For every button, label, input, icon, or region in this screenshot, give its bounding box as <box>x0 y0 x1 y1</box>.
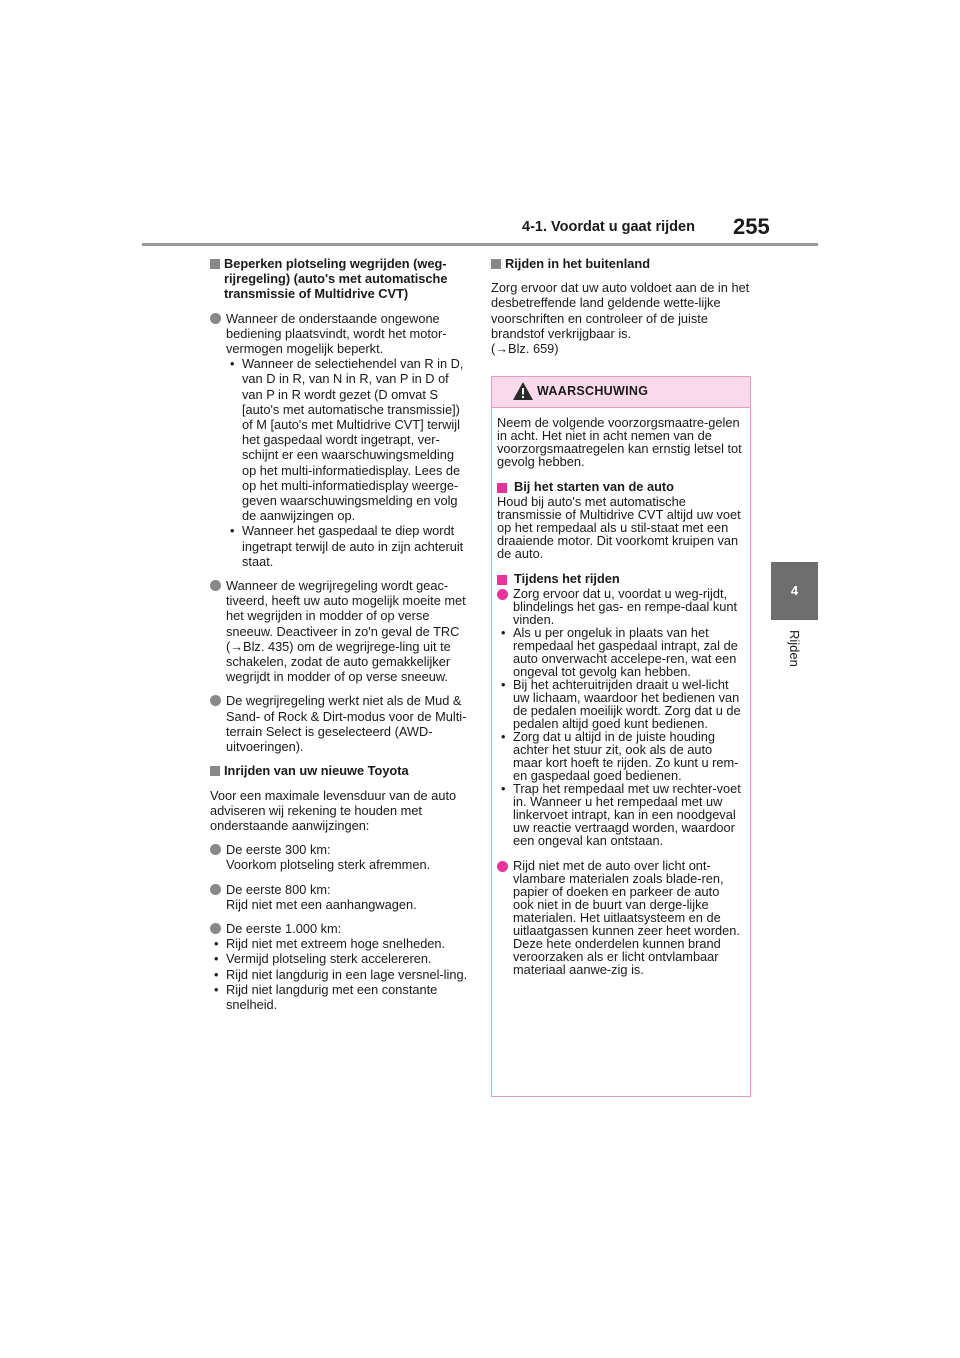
list-item: • Zorg dat u altijd in de juiste houding achter het stuur zit, ook als de auto maar kort hoeft te rijden. Zo kunt u rem- en gaspedaal goed bedienen. <box>501 729 739 783</box>
circle-bullet-icon <box>497 861 508 872</box>
circle-bullet-icon <box>210 844 221 855</box>
warning-body <box>492 408 750 976</box>
warning-box <box>491 376 751 1097</box>
heading-text: Inrijden van uw nieuwe Toyota <box>224 763 409 779</box>
paragraph: Houd bij auto's met automatische transmissie of Multidrive CVT altijd uw voet op het rempedaal als u stil-staat met een draaiende motor. Dit voorkomt kruipen van de auto. <box>497 494 741 561</box>
header-divider <box>142 243 818 246</box>
point-text: Wanneer de wegrijregeling wordt geac-tiveerd, heeft uw auto mogelijk moeite met het wegrijden in modder of op verse sneeuw. Deactiveer in zo'n geval de TRC (→Blz. 435) om de wegrijrege-ling uit te schakelen, zodat de auto gemakkelijker wegrijdt in modder of op verse sneeuw. <box>226 578 466 685</box>
circle-bullet-icon <box>210 695 221 706</box>
circle-bullet-icon <box>210 923 221 934</box>
circle-point: De eerste 1.000 km: • Rijd niet met extreem hoge snelheden. • Vermijd plotseling sterk accelereren. • Rijd niet langdurig in een lage versnel-ling. • Rijd niet langdurig met een constante snelheid. <box>210 921 468 1012</box>
warning-intro: Neem de volgende voorzorgsmaatre-gelen in acht. Het niet in acht nemen van de voorzorgsmaatregelen kan ernstig letsel tot gevolg hebben. <box>497 415 742 469</box>
list-item: • Vermijd plotseling sterk accelereren. <box>214 951 432 967</box>
point-text: Wanneer de onderstaande ongewone bediening plaatsvindt, wordt het motor-vermogen mogelijk beperkt. <box>226 310 447 357</box>
header-section: 4-1. Voordat u gaat rijden <box>522 219 695 235</box>
section-heading <box>210 763 468 778</box>
square-bullet-icon <box>497 575 507 585</box>
list-item: • Wanneer het gaspedaal te diep wordt ingetrapt terwijl de auto in zijn achteruit staat. <box>230 523 464 569</box>
circle-bullet-icon <box>497 589 508 600</box>
circle-bullet-icon <box>210 580 221 591</box>
page-reference: (→Blz. 659) <box>491 341 559 357</box>
left-column <box>210 256 468 1021</box>
warning-title: WAARSCHUWING <box>537 384 649 398</box>
section-heading <box>491 256 753 271</box>
list-item: • Trap het rempedaal met uw rechter-voet in. Wanneer u het rempedaal met uw linkervoet intrapt, kan in een noodgeval uw reactie vertraagd worden, waardoor een ongeval kan ontstaan. <box>501 781 741 848</box>
square-bullet-icon <box>491 259 501 269</box>
point-text: De wegrijregeling werkt niet als de Mud & Sand- of Rock & Dirt-modus voor de Multi-terrain Select is geselecteerd (AWD-uitvoeringen). <box>226 693 467 755</box>
list-item: • Rijd niet langdurig in een lage versnel-ling. <box>214 966 468 982</box>
circle-point <box>210 693 468 754</box>
heading-text: Rijden in het buitenland <box>505 256 651 271</box>
warning-triangle-icon <box>512 381 534 401</box>
list-item: • Rijd niet met extreem hoge snelheden. <box>214 936 446 952</box>
paragraph: Zorg ervoor dat uw auto voldoet aan de in het desbetreffende land geldende wette-lijke voorschriften en controleer of de juiste brandstof verkrijgbaar is. (→Blz. 659) <box>491 280 750 357</box>
square-bullet-icon <box>210 766 220 776</box>
circle-point: Zorg ervoor dat u, voordat u weg-rijdt, blindelings het gas- en rempe-daal kunt vinden. <box>497 587 742 626</box>
warning-heading: Tijdens het rijden <box>497 572 742 585</box>
circle-bullet-icon <box>210 313 221 324</box>
list-item: • Rijd niet langdurig met een constante snelheid. <box>214 981 438 1012</box>
chapter-tab: 4 <box>771 562 818 620</box>
square-bullet-icon <box>210 259 220 269</box>
list-item: • Als u per ongeluk in plaats van het rempedaal het gaspedaal intrapt, zal de auto onverwacht acceleре-ren, wat een ongeval tot gevolg kan hebben. <box>501 625 738 679</box>
circle-point: De eerste 300 km: Voorkom plotseling sterk afremmen. <box>210 842 468 872</box>
square-bullet-icon <box>497 483 507 493</box>
circle-point: De eerste 800 km: Rijd niet met een aanhangwagen. <box>210 882 468 912</box>
warning-heading: Bij het starten van de auto <box>497 480 742 493</box>
page-number: 255 <box>733 214 770 239</box>
list-item: • Wanneer de selectiehendel van R in D, van D in R, van N in R, van P in D of van P in R wordt gezet (D omvat S [auto's met automatische transmissie]) of M [auto's met Multidrive CVT] terwijl het gaspedaal wordt ingetrapt, ver-schijnt er een waarschuwingsmelding op het multi-informatiedisplay. Lees de op het multi-informatiedisplay weerge-geven waarschuwingsmelding en volg de aanwijzingen op. <box>230 356 464 524</box>
circle-point <box>210 311 468 569</box>
circle-point <box>210 578 468 684</box>
heading-text: Beperken plotseling wegrijden (weg-rijregeling) (auto's met automatische transmissie of Multidrive CVT) <box>224 256 448 302</box>
section-heading <box>210 256 468 302</box>
list-item: • Bij het achteruitrijden draait u wel-licht uw lichaam, waardoor het bedienen van de pedalen moeilijk wordt. Zorg dat u de pedalen altijd goed kunt bedienen. <box>501 677 741 731</box>
circle-point: Rijd niet met de auto over licht ont-vlambare materialen zoals blade-ren, papier of doeken en parkeer de auto ook niet in de buurt van derge-lijke materialen. Het uitlaatsysteem en de uitlaatgassen kunnen zeer heet worden. Deze hete onderdelen kunnen brand veroorzaken als er licht ontvlambaar materiaal aanwe-zig is. <box>497 859 742 976</box>
paragraph: Voor een maximale levensduur van de auto adviseren wij rekening te houden met onderstaande aanwijzingen: <box>210 787 457 833</box>
chapter-tab-label: Rijden <box>787 630 802 667</box>
warning-header <box>492 377 750 408</box>
right-column <box>491 256 753 365</box>
circle-bullet-icon <box>210 884 221 895</box>
